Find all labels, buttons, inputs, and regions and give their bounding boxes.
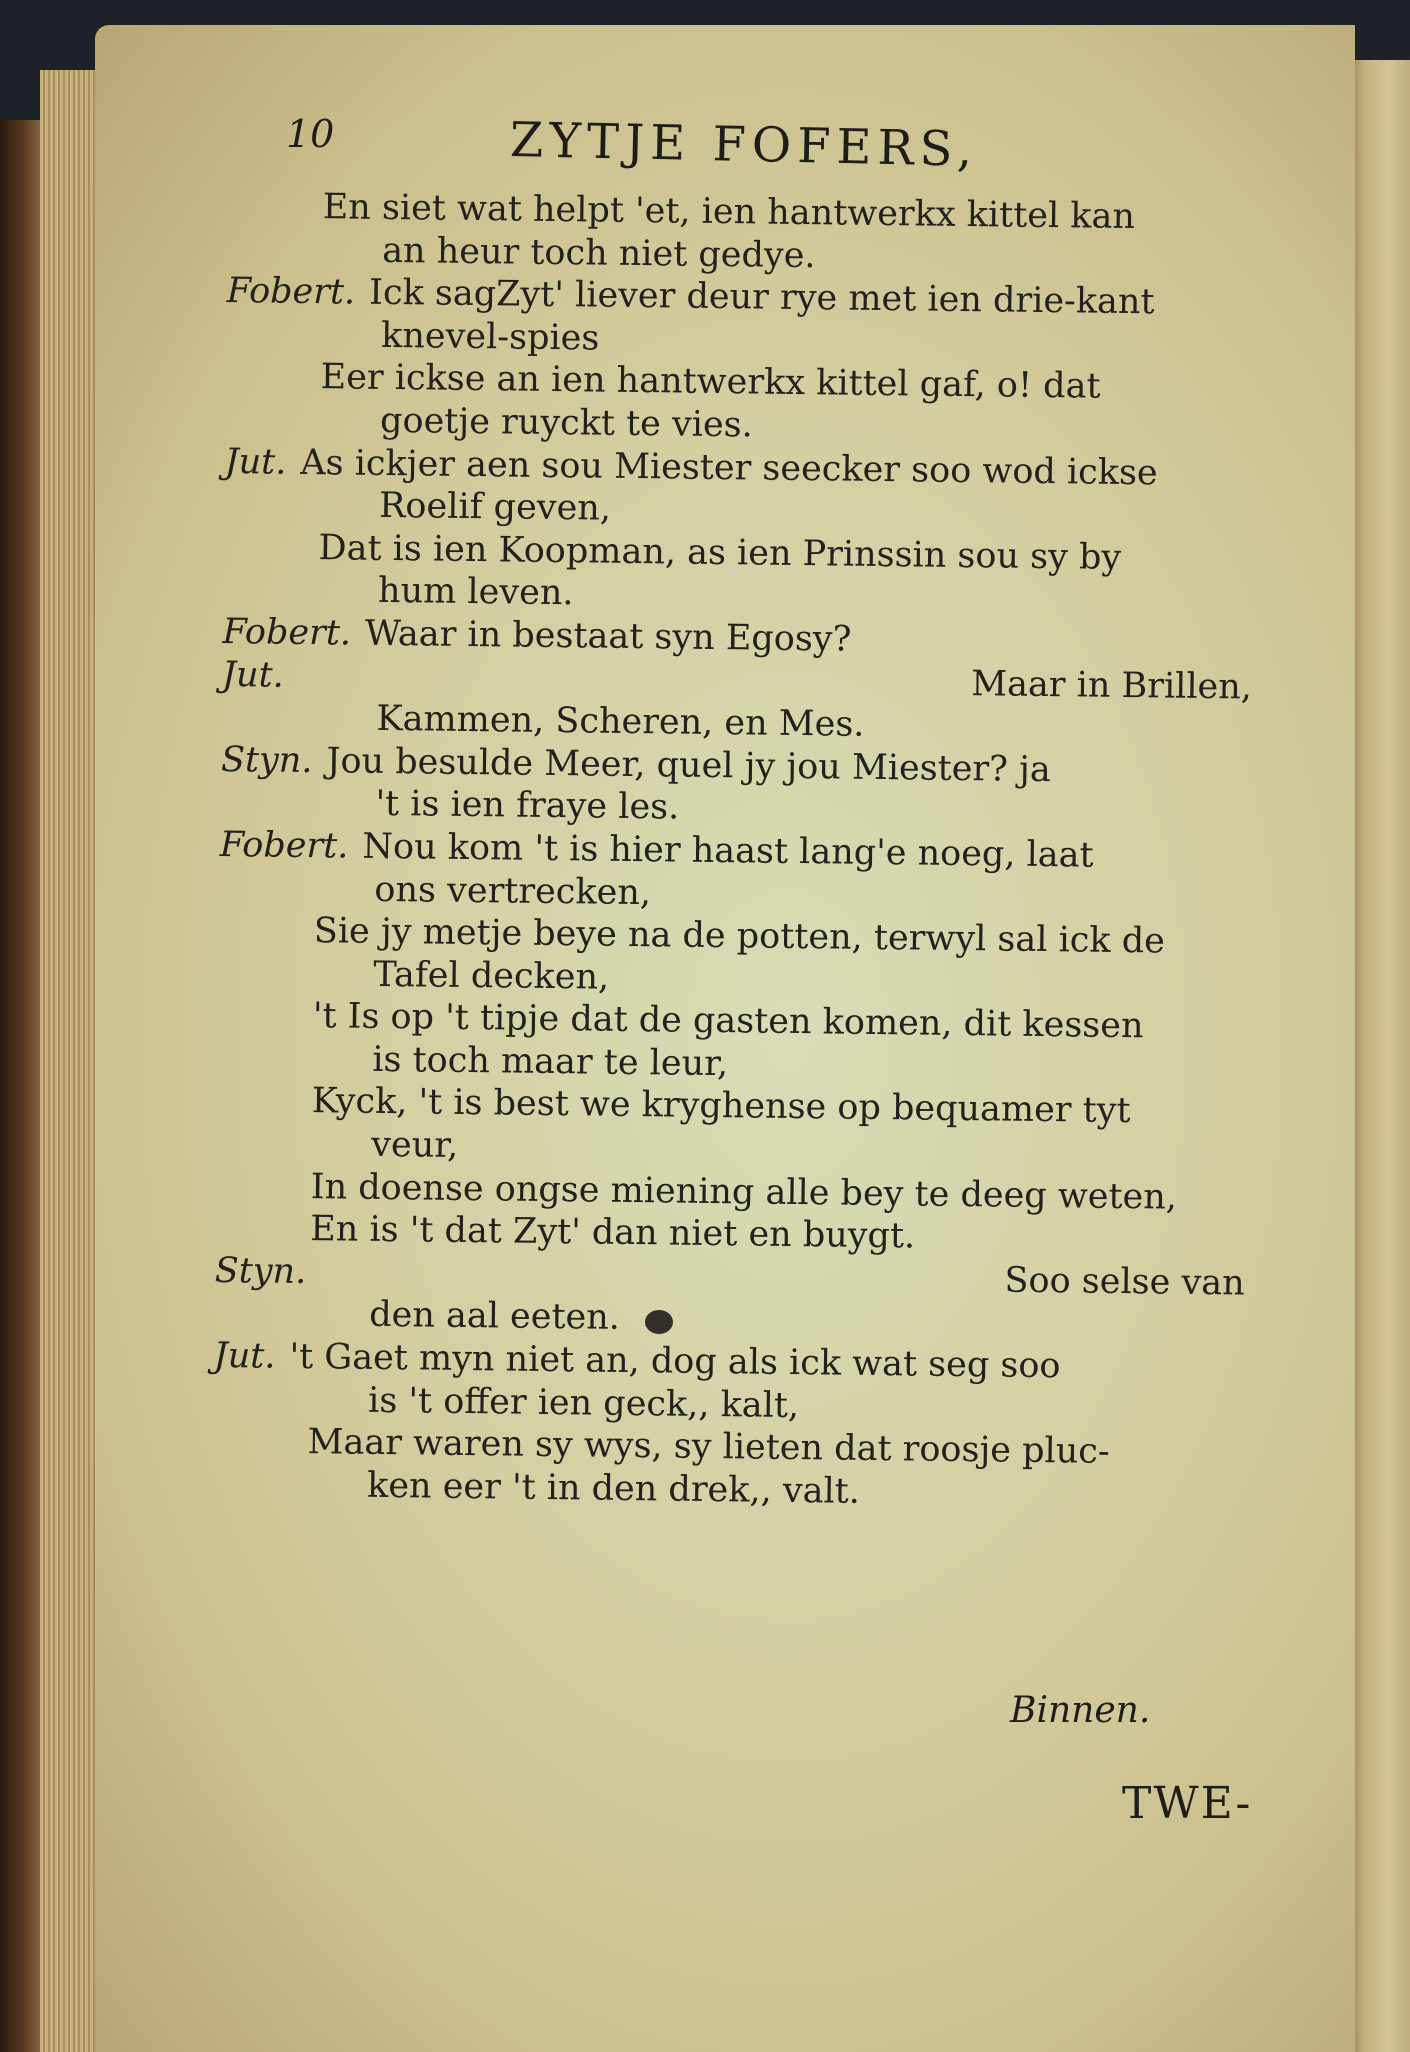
verse-line-text: As ickjer aen sou Miester seecker soo wod ickse [300,442,1158,493]
verse-text-block [212,185,1268,1518]
running-head: ZYTJE FOFERS, [509,112,979,178]
stage-direction: Binnen. [1010,1690,1151,1731]
verse-line-text: In doense ongse miening alle bey te deeg weten, [310,1166,1178,1218]
verse-line-text: Roelif geven, [378,486,612,529]
speaker-name: Jut. [221,654,285,696]
verse-line-text: Kyck, 't is best we kryghense op bequamer tyt [311,1081,1131,1132]
verse-line-text: En is 't dat Zyt' dan niet en buygt. [310,1209,916,1257]
verse-line-text: knevel-spies [380,315,600,359]
verse-line-text: 't Gaet myn niet an, dog als ick wat seg soo [289,1336,1061,1387]
verse-line-text: Eer ickse an ien hantwerkx kittel gaf, o! dat [320,357,1101,408]
verse-line-text: is toch maar te leur, [372,1039,729,1085]
verse-line-text: Soo selse van [1004,1260,1245,1304]
verse-line-text: Nou kom 't is hier haast lang'e noeg, laat [362,826,1094,876]
verse-line-text: Sie jy metje beye na de potten, terwyl sal ick de [313,911,1166,962]
verse-line-text: Maar in Brillen, [971,663,1253,708]
verse-line-text: Ick sagZyt' liever deur rye met ien drie-kant [368,272,1155,323]
verse-line-text: Tafel decken, [373,954,610,998]
catchword: TWE- [1122,1778,1253,1829]
verse-line-text: Maar waren sy wys, sy lieten dat roosje pluc- [307,1422,1110,1473]
verse-line-text: ons vertrecken, [374,869,652,913]
verse-line-text: is 't offer ien geck,, kalt, [367,1380,800,1426]
speaker-name: Fobert. [226,271,356,313]
verse-line-text: Jou besulde Meer, quel jy jou Miester? ja [326,740,1052,790]
verse-line-text: goetje ruyckt te vies. [379,400,754,446]
verse-line-text: veur, [371,1124,459,1166]
page-stack [40,70,100,2052]
verse-line-text: 't is ien fraye les. [375,784,680,828]
speaker-name: Jut. [213,1335,276,1377]
verse-line-text: den aal eeten. [368,1295,621,1339]
speaker-name: Fobert. [219,824,349,867]
verse-line-text: hum leven. [377,571,574,614]
ink-blot [645,1310,673,1334]
verse-line-text: Dat is ien Koopman, as ien Prinssin sou sy by [318,527,1122,578]
verse-line-text: ken eer 't in den drek,, valt. [366,1465,861,1512]
verse-line-text: Waar in bestaat syn Egosy? [364,613,852,660]
verse-line-text: En siet wat helpt 'et, ien hantwerkx kittel kan [322,187,1136,238]
speaker-name: Styn. [220,739,313,781]
verse-line-text: Kammen, Scheren, en Mes. [376,698,865,745]
speaker-name: Fobert. [222,611,352,654]
verse-line-text: 't Is op 't tipje dat de gasten komen, dit kessen [312,996,1144,1047]
page-number: 10 [286,112,335,156]
verse-line-text: an heur toch niet gedye. [381,230,816,276]
speaker-name: Styn. [214,1250,307,1292]
speaker-name: Jut. [224,441,287,483]
